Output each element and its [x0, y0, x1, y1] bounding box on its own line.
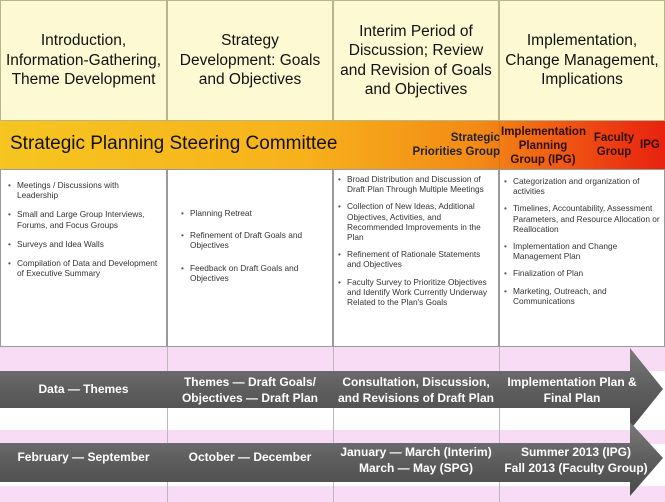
list-item: • Refinement of Draft Goals and Objectives: [180, 230, 326, 250]
timeline-line: Fall 2013 (Faculty Group): [504, 460, 648, 475]
output-line: and Revisions of Draft Plan: [337, 390, 495, 405]
list-item: • Broad Distribution and Discussion of Draft Plan Through Multiple Meetings: [337, 174, 494, 194]
activities-cell-implementation: [499, 169, 665, 347]
timeline-label: [499, 445, 653, 476]
list-item: • Categorization and organization of activities: [503, 176, 660, 196]
output-label: [333, 375, 499, 406]
phase-header-implementation: Implementation, Change Management, Implications: [499, 0, 665, 121]
list-item: • Feedback on Draft Goals and Objectives: [180, 263, 326, 283]
strategic-priorities-group-label: Strategic Priorities Group: [412, 132, 500, 158]
list-item: • Small and Large Group Interviews, Forums, and Focus Groups: [7, 209, 160, 229]
activities-cell-introduction: [0, 169, 167, 347]
steering-committee-label: Strategic Planning Steering Committee: [10, 133, 338, 154]
list-item: • Finalization of Plan: [503, 268, 660, 278]
list-item: • Collection of New Ideas, Additional Objectives, Activities, and Recommended Improvements in the Plan: [337, 201, 494, 242]
list-item: • Marketing, Outreach, and Communications: [503, 286, 660, 306]
output-line: Themes — Draft Goals/: [183, 375, 317, 389]
output-line: Final Plan: [543, 390, 601, 405]
list-item: • Surveys and Idea Walls: [7, 239, 160, 249]
output-line: Objectives — Draft Plan: [181, 390, 319, 405]
list-item: • Implementation and Change Management Plan: [503, 241, 660, 261]
list-item: • Refinement of Rationale Statements and Objectives: [337, 249, 494, 269]
list-item: • Faculty Survey to Prioritize Objectives and Identify Work Currently Underway Related to the Plan's Goals: [337, 277, 494, 308]
activities-cell-strategy-development: [167, 169, 333, 347]
output-line: Consultation, Discussion,: [342, 375, 490, 389]
list-item: • Compilation of Data and Development of Executive Summary: [7, 258, 160, 278]
timeline-label: October — December: [188, 450, 312, 464]
ipg-label: IPG: [640, 139, 660, 151]
timeline-line: January — March (Interim): [340, 445, 492, 459]
list-item: • Timelines, Accountability, Assessment Parameters, and Resource Allocation or Reallocation: [503, 203, 660, 234]
output-line: Implementation Plan &: [507, 375, 637, 389]
output-label: [499, 375, 645, 406]
timeline-line: March — May (SPG): [358, 460, 474, 475]
timeline-label: February — September: [17, 450, 150, 464]
phase-header-strategy-development: Strategy Development: Goals and Objectives: [167, 0, 333, 121]
list-item: • Meetings / Discussions with Leadership: [7, 180, 160, 200]
phase-header-introduction: Introduction, Information-Gathering, Theme Development: [0, 0, 167, 121]
output-label: [167, 375, 333, 406]
faculty-group-label: Faculty Group: [593, 132, 635, 158]
output-label: Data — Themes: [38, 382, 129, 396]
activities-cell-interim-period: [333, 169, 499, 347]
implementation-planning-group-label: Implementation Planning Group (IPG): [501, 126, 586, 166]
phase-header-interim-period: Interim Period of Discussion; Review and Revision of Goals and Objectives: [333, 0, 499, 121]
list-item: • Planning Retreat: [180, 208, 326, 218]
timeline-line: Summer 2013 (IPG): [520, 445, 632, 459]
timeline-label: [333, 445, 499, 476]
